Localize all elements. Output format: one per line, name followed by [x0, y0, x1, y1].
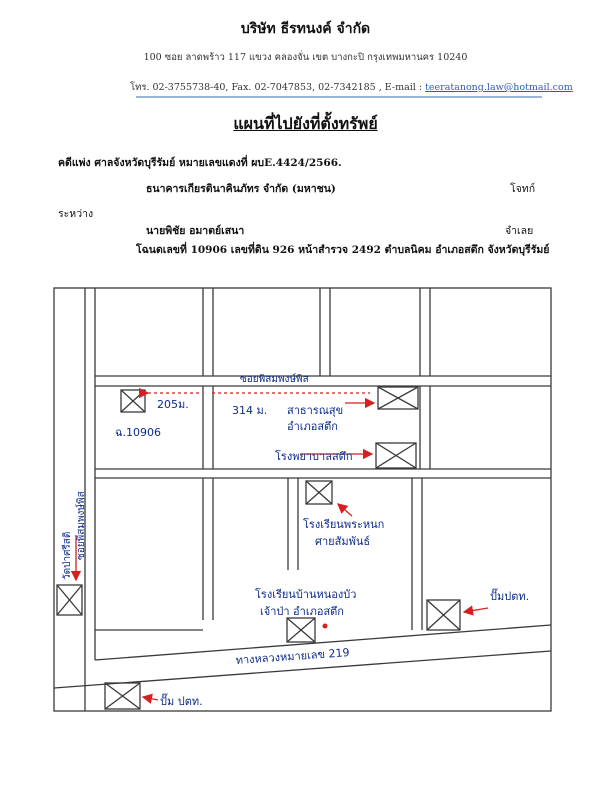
arrow-gas-2	[143, 697, 158, 700]
contact-email-link[interactable]: teeratanong.law@hotmail.com	[425, 82, 573, 93]
company-name: บริษัท ธีรทนงค์ จำกัด	[240, 21, 371, 37]
arrow-school-1	[338, 504, 352, 516]
landmark-box-school-1	[306, 481, 332, 504]
school-1-label-1: โรงเรียนพระหนก	[303, 518, 385, 531]
gas-station-1-label: ปั๊มปตท.	[490, 590, 530, 603]
side-road-label: ซอยพิสมพงษ์พิส	[76, 491, 87, 560]
highway-label: ทางหลวงหมายเลข 219	[235, 646, 350, 667]
school-2-label-2: เจ้าป่า อำเภอสตึก	[260, 605, 344, 618]
landmark-box-public-health	[378, 387, 418, 409]
company-address: 100 ซอย ลาดพร้าว 117 แขวง คลองจั่น เขต บางกะปิ กรุงเทพมหานคร 10240	[143, 52, 468, 63]
landmark-box-temple	[57, 585, 82, 615]
plot-label: ฉ.10906	[115, 426, 161, 439]
defendant-role: จำเลย	[505, 225, 534, 237]
court-case-line: คดีแพ่ง ศาลจังหวัดบุรีรัมย์ หมายเลขแดงที่ ผบE.4424/2566.	[58, 157, 342, 169]
landmark-box-hospital	[376, 443, 416, 468]
road-top-label: ซอยพิสมพงษ์พิส	[240, 374, 309, 385]
temple-label: วัดป่าศรีสติ	[62, 531, 73, 580]
target-location-dot	[323, 624, 328, 629]
arrow-gas-1	[464, 608, 488, 612]
plaintiff-name: ธนาคารเกียรตินาคินภัทร จำกัด (มหาชน)	[146, 183, 336, 195]
school-1-label-2: ศายสัมพันธ์	[315, 535, 371, 548]
public-health-label-1: สาธารณสุข	[287, 404, 344, 417]
school-2-label-1: โรงเรียนบ้านหนองบัว	[255, 588, 357, 601]
document-title: แผนที่ไปยังที่ตั้งทรัพย์	[233, 114, 378, 133]
landmark-box-gas-1	[427, 600, 460, 630]
plaintiff-role: โจทก์	[510, 183, 536, 195]
distance-label-2: 314 ม.	[232, 404, 268, 417]
hospital-label: โรงพยาบาลสตึก	[275, 450, 353, 463]
landmark-box-gas-2	[105, 683, 140, 709]
between-label: ระหว่าง	[58, 208, 94, 220]
defendant-name: นายพิชัย อมาตย์เสนา	[146, 225, 245, 237]
title-deed-line: โฉนดเลขที่ 10906 เลขที่ดิน 926 หน้าสำรวจ 2492 ตำบลนิคม อำเภอสตึก จังหวัดบุรีรัมย์	[136, 244, 550, 256]
public-health-label-2: อำเภอสตึก	[287, 420, 338, 433]
distance-label-1: 205ม.	[157, 398, 189, 411]
landmark-box-plot	[121, 390, 145, 412]
contact-phone-fax: โทร. 02-3755738-40, Fax. 02-7047853, 02-7342185 , E-mail :	[130, 82, 426, 93]
map-frame	[54, 288, 551, 711]
gas-station-2-label: ปั๊ม ปตท.	[160, 695, 203, 708]
landmark-box-school-2	[287, 618, 315, 642]
